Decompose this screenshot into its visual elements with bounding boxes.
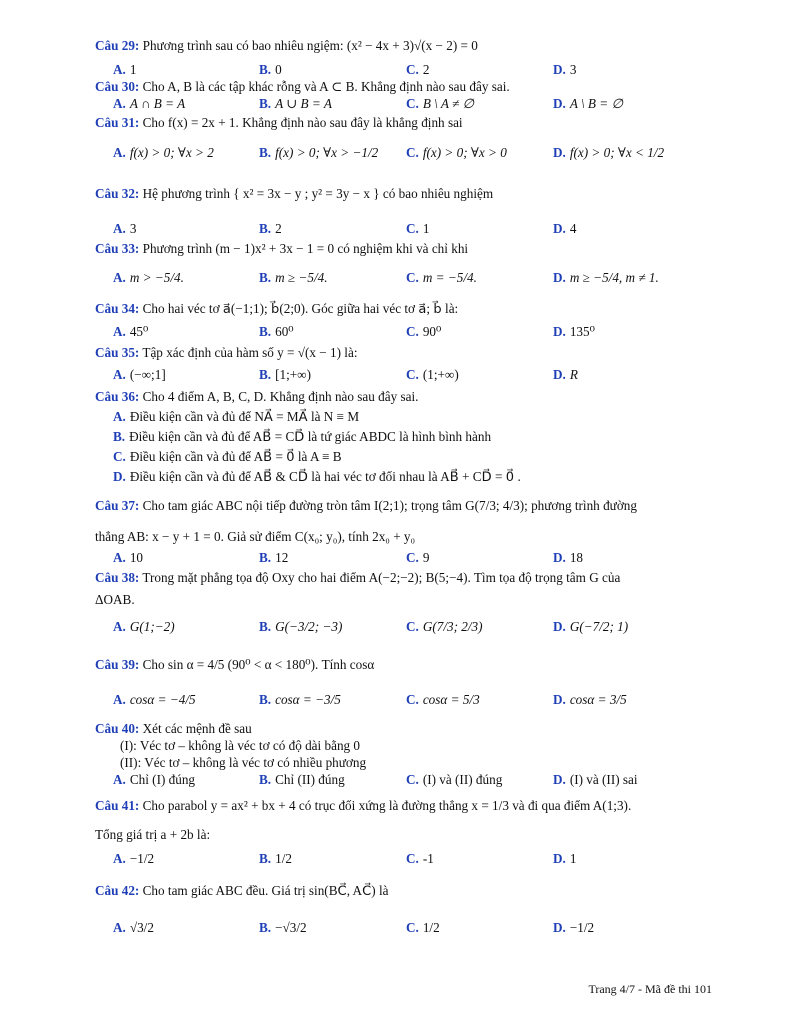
option-c[interactable]: C. -1 xyxy=(406,851,434,866)
option-d[interactable]: D. A \ B = ∅ xyxy=(553,96,623,111)
question-label: Câu 42: xyxy=(95,883,140,898)
question-text: Cho tam giác ABC đều. Giá trị sin(BC⃗, AC⃗) là xyxy=(142,883,389,898)
question-text: Phương trình sau có bao nhiêu ngiệm: (x² − 4x + 3)√(x − 2) = 0 xyxy=(142,38,478,53)
question-text: Cho parabol y = ax² + bx + 4 có trục đối xứng là đường thẳng x = 1/3 và đi qua điểm A(1;3). xyxy=(142,798,632,813)
option-b[interactable]: B. −√3/2 xyxy=(259,920,307,935)
question-33 xyxy=(95,240,715,257)
statement-2: (II): Véc tơ – không là véc tơ có nhiều phương xyxy=(120,755,367,770)
option-d[interactable]: D. G(−7/2; 1) xyxy=(553,619,629,634)
question-35 xyxy=(95,344,715,361)
question-label: Câu 40: xyxy=(95,721,140,736)
option-b[interactable]: B. [1;+∞) xyxy=(259,367,311,382)
question-label: Câu 35: xyxy=(95,345,140,360)
options-39 xyxy=(113,690,713,710)
option-a[interactable]: A. Điều kiện cần và đủ để NA⃗ = MA⃗ là N ≡ M xyxy=(113,409,360,424)
option-d[interactable]: D. 135⁰ xyxy=(553,324,595,339)
option-c[interactable]: C. 9 xyxy=(406,550,430,565)
option-b[interactable]: B. 2 xyxy=(259,221,282,236)
question-label: Câu 34: xyxy=(95,301,140,316)
option-a[interactable]: A. f(x) > 0; ∀x > 2 xyxy=(113,145,214,160)
question-41-line2: Tổng giá trị a + 2b là: xyxy=(95,827,211,842)
question-label: Câu 36: xyxy=(95,389,140,404)
option-d[interactable]: D. R xyxy=(553,367,578,382)
question-32 xyxy=(95,185,715,202)
option-b[interactable]: B. m ≥ −5/4. xyxy=(259,270,328,285)
option-c[interactable]: C. 2 xyxy=(406,62,430,77)
question-text: Cho tam giác ABC nội tiếp đường tròn tâm I(2;1); trọng tâm G(7/3; 4/3); phương trình đường xyxy=(142,498,637,513)
option-a[interactable]: A. (−∞;1] xyxy=(113,367,166,382)
option-c[interactable]: C. B \ A ≠ ∅ xyxy=(406,96,475,111)
question-29 xyxy=(95,37,715,54)
option-b[interactable]: B. Chỉ (II) đúng xyxy=(259,772,345,787)
question-42 xyxy=(95,882,715,899)
options-33 xyxy=(113,268,713,288)
option-d[interactable]: D. Điều kiện cần và đủ để AB⃗ & CD⃗ là hai véc tơ đối nhau là AB⃗ + CD⃗ = 0⃗ . xyxy=(113,469,521,484)
options-38 xyxy=(113,617,713,637)
options-40 xyxy=(113,770,713,790)
option-a[interactable]: A. −1/2 xyxy=(113,851,155,866)
options-41 xyxy=(113,849,713,869)
question-30 xyxy=(95,78,715,95)
option-d[interactable]: D. 18 xyxy=(553,550,584,565)
question-label: Câu 38: xyxy=(95,570,140,585)
option-a[interactable]: A. 1 xyxy=(113,62,137,77)
question-41 xyxy=(95,797,715,814)
option-c[interactable]: C. 1 xyxy=(406,221,430,236)
question-label: Câu 39: xyxy=(95,657,140,672)
option-d[interactable]: D. 3 xyxy=(553,62,577,77)
question-label: Câu 33: xyxy=(95,241,140,256)
option-c[interactable]: C. 1/2 xyxy=(406,920,440,935)
statement-1: (I): Véc tơ – không là véc tơ có độ dài bằng 0 xyxy=(120,738,361,753)
question-text: Hệ phương trình { x² = 3x − y ; y² = 3y − x } có bao nhiêu nghiệm xyxy=(142,186,494,201)
option-b[interactable]: B. 60⁰ xyxy=(259,324,294,339)
page-footer: Trang 4/7 - Mã đề thi 101 xyxy=(588,982,712,996)
option-a[interactable]: A. cosα = −4/5 xyxy=(113,692,196,707)
question-39 xyxy=(95,656,715,673)
question-label: Câu 30: xyxy=(95,79,140,94)
option-d[interactable]: D. 1 xyxy=(553,851,577,866)
question-38-line2: ΔOAB. xyxy=(95,592,135,607)
options-29 xyxy=(113,60,713,80)
options-30 xyxy=(113,94,713,114)
option-b[interactable]: B. A ∪ B = A xyxy=(259,96,332,111)
question-text: Xét các mệnh đề sau xyxy=(142,721,252,736)
question-31 xyxy=(95,114,715,131)
option-a[interactable]: A. 45⁰ xyxy=(113,324,149,339)
option-a[interactable]: A. Chỉ (I) đúng xyxy=(113,772,196,787)
option-b[interactable]: B. 1/2 xyxy=(259,851,292,866)
option-b[interactable]: B. cosα = −3/5 xyxy=(259,692,341,707)
option-b[interactable]: B. G(−3/2; −3) xyxy=(259,619,343,634)
option-c[interactable]: C. cosα = 5/3 xyxy=(406,692,480,707)
question-label: Câu 31: xyxy=(95,115,140,130)
options-34 xyxy=(113,322,713,342)
option-a[interactable]: A. G(1;−2) xyxy=(113,619,175,634)
options-32 xyxy=(113,219,713,239)
option-c[interactable]: C. 90⁰ xyxy=(406,324,442,339)
question-37-line2: thẳng AB: x − y + 1 = 0. Giả sử điểm C(x₀; y₀), tính 2x₀ + y₀ xyxy=(95,529,416,544)
option-c[interactable]: C. Điều kiện cần và đủ để AB⃗ = 0⃗ là A ≡ B xyxy=(113,449,342,464)
question-text: Trong mặt phẳng tọa độ Oxy cho hai điểm A(−2;−2); B(5;−4). Tìm tọa độ trọng tâm G của xyxy=(142,570,621,585)
question-text: Tập xác định của hàm số y = √(x − 1) là: xyxy=(142,345,358,360)
option-c[interactable]: C. f(x) > 0; ∀x > 0 xyxy=(406,145,507,160)
option-c[interactable]: C. m = −5/4. xyxy=(406,270,477,285)
question-label: Câu 37: xyxy=(95,498,140,513)
option-a[interactable]: A. A ∩ B = A xyxy=(113,96,186,111)
question-text: Cho hai véc tơ a⃗(−1;1); b⃗(2;0). Góc giữa hai véc tơ a⃗; b⃗ là: xyxy=(142,301,459,316)
option-b[interactable]: B. 0 xyxy=(259,62,282,77)
options-42 xyxy=(113,918,713,938)
question-text: Cho f(x) = 2x + 1. Khẳng định nào sau đây là khẳng định sai xyxy=(142,115,463,130)
question-36 xyxy=(95,388,715,405)
option-a[interactable]: A. 10 xyxy=(113,550,144,565)
options-37 xyxy=(113,548,713,568)
option-a[interactable]: A. √3/2 xyxy=(113,920,154,935)
question-label: Câu 32: xyxy=(95,186,140,201)
question-40 xyxy=(95,720,715,737)
option-d[interactable]: D. m ≥ −5/4, m ≠ 1. xyxy=(553,270,659,285)
question-label: Câu 41: xyxy=(95,798,140,813)
option-d[interactable]: D. cosα = 3/5 xyxy=(553,692,627,707)
question-34 xyxy=(95,300,715,317)
question-text: Cho A, B là các tập khác rỗng và A ⊂ B. Khẳng định nào sau đây sai. xyxy=(142,79,510,94)
option-b[interactable]: B. 12 xyxy=(259,550,289,565)
question-label: Câu 29: xyxy=(95,38,140,53)
option-c[interactable]: C. G(7/3; 2/3) xyxy=(406,619,483,634)
option-d[interactable]: D. f(x) > 0; ∀x < 1/2 xyxy=(553,145,665,160)
options-31 xyxy=(113,143,713,163)
option-b[interactable]: B. Điều kiện cần và đủ để AB⃗ = CD⃗ là tứ giác ABDC là hình bình hành xyxy=(113,429,492,444)
option-a[interactable]: A. 3 xyxy=(113,221,137,236)
option-d[interactable]: D. 4 xyxy=(553,221,577,236)
question-38 xyxy=(95,569,715,586)
option-b[interactable]: B. f(x) > 0; ∀x > −1/2 xyxy=(259,145,379,160)
question-text: Phương trình (m − 1)x² + 3x − 1 = 0 có nghiệm khi và chỉ khi xyxy=(142,241,469,256)
question-37 xyxy=(95,497,715,514)
question-text: Cho 4 điểm A, B, C, D. Khẳng định nào sau đây sai. xyxy=(142,389,419,404)
question-text: Cho sin α = 4/5 (90⁰ < α < 180⁰). Tính cosα xyxy=(142,657,375,672)
option-c[interactable]: C. (I) và (II) đúng xyxy=(406,772,503,787)
option-d[interactable]: D. (I) và (II) sai xyxy=(553,772,638,787)
options-35 xyxy=(113,365,713,385)
option-a[interactable]: A. m > −5/4. xyxy=(113,270,184,285)
option-c[interactable]: C. (1;+∞) xyxy=(406,367,459,382)
option-d[interactable]: D. −1/2 xyxy=(553,920,595,935)
